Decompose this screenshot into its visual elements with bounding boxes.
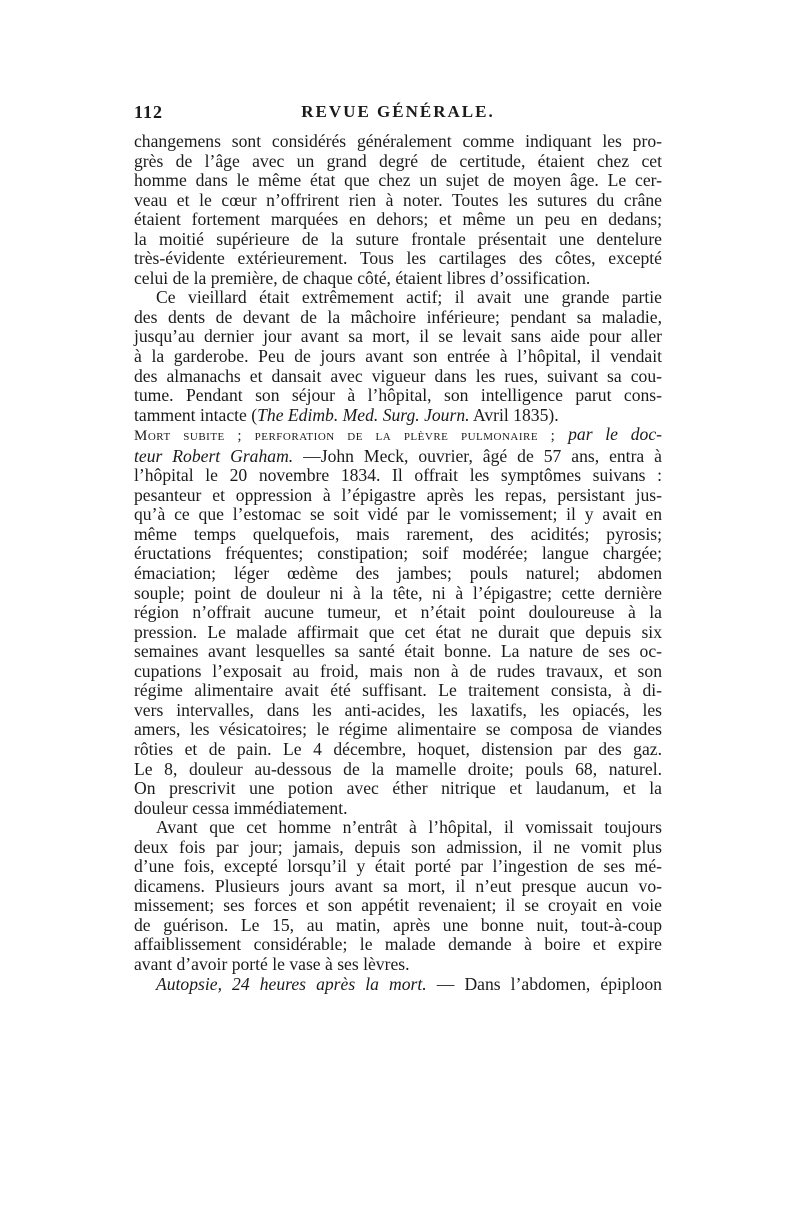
text-line: l’hôpital le 20 novembre 1834. Il offrait les symptômes suivans : [134,465,662,486]
text-line: qu’à ce que l’estomac se soit vidé par le vomissement; il y avait en [134,504,662,525]
text-line: vers intervalles, dans les anti-acides, les laxatifs, les opiacés, les [134,699,662,720]
case-intro: —John Meck, ouvrier, âgé de 57 ans, entra à [293,445,662,466]
running-head: REVUE GÉNÉRALE. [301,102,495,121]
text-line: pression. Le malade affirmait que cet état ne durait que depuis six [134,621,662,642]
section-heading-line [134,425,662,447]
text-line: homme dans le même état que chez un sujet de moyen âge. Le cer- [134,170,662,191]
page-number: 112 [134,102,164,122]
text-line: de guérison. Le 15, au matin, après une bonne nuit, tout-à-coup [134,914,662,935]
author-byline: par le doc- [555,424,662,445]
text-line: émaciation; léger œdème des jambes; pouls naturel; abdomen [134,563,662,584]
text-line: pesanteur et oppression à l’épigastre après les repas, persistant jus- [134,484,662,505]
text-line: éructations fréquentes; constipation; soif modérée; langue chargée; [134,543,662,564]
autopsy-line [134,975,662,995]
text-line: grès de l’âge avec un grand degré de certitude, étaient chez cet [134,150,662,171]
text-line [134,447,662,467]
section-heading: Mort subite ; perforation de la plèvre pulmonaire ; [134,428,556,445]
text-line: tume. Pendant son séjour à l’hôpital, son intelligence parut cons- [134,385,662,406]
text-line: changemens sont considérés généralement comme indiquant les pro- [134,131,662,151]
text-line: la moitié supérieure de la suture frontale présentait une dentelure [134,228,662,249]
text-line: étaient fortement marquées en dehors; et même un peu en dedans; [134,209,662,230]
citation-prefix: tamment intacte ( [134,404,258,425]
autopsy-heading: Autopsie, 24 heures après la mort. [156,973,427,994]
text-line: jusqu’au dernier jour avant sa mort, il se levait sans aide pour aller [134,326,662,347]
text-line: d’une fois, excepté lorsqu’il y était porté par l’ingestion de ses mé- [134,856,662,877]
text-line: des dents de devant de la mâchoire inférieure; pendant sa maladie, [134,306,662,327]
text-line: Le 8, douleur au-dessous de la mamelle droite; pouls 68, naturel. [134,758,662,779]
text-line: deux fois par jour; jamais, depuis son admission, il ne vomit plus [134,836,662,857]
text-line: semaines avant lesquelles sa santé était bonne. La nature de ses oc- [134,641,662,662]
text-line: affaiblissement considérable; le malade demande à boire et expire [134,934,662,955]
text-line: des almanachs et dansait avec vigueur dans les rues, suivant sa cou- [134,365,662,386]
text-line: On prescrivit une potion avec éther nitrique et laudanum, et la [134,778,662,799]
text-line: cupations l’exposait au froid, mais non à de rudes travaux, et son [134,660,662,681]
text-line: à la garderobe. Peu de jours avant son entrée à l’hôpital, il vendait [134,346,662,367]
journal-title: The Edimb. Med. Surg. Journ. [257,404,470,425]
text-line: amers, les vésicatoires; le régime alimentaire se composa de viandes [134,719,662,740]
text-line: région n’offrait aucune tumeur, et n’était point douloureuse à la [134,602,662,623]
text-line: douleur cessa immédiatement. [134,797,348,818]
page-header [134,102,662,126]
text-line: souple; point de douleur ni à la tête, ni à l’épigastre; cette dernière [134,582,662,603]
author-name: teur Robert Graham. [134,445,294,466]
body-text [134,132,662,994]
text-line: régime alimentaire avait été suffisant. Le traitement consista, à di- [134,680,662,701]
text-line: Ce vieillard était extrêmement actif; il avait une grande partie [156,287,662,308]
text-line: avant d’avoir porté le vase à ses lèvres. [134,953,410,974]
citation-line [134,406,662,426]
text-line: Avant que cet homme n’entrât à l’hôpital, il vomissait toujours [156,817,662,838]
text-line: celui de la première, de chaque côté, étaient libres d’ossification. [134,267,591,288]
text-line: veau et le cœur n’offrirent rien à noter. Toutes les sutures du crâne [134,189,662,210]
text-line: dicamens. Plusieurs jours avant sa mort, il n’eut presque aucun vo- [134,875,662,896]
autopsy-text: — Dans l’abdomen, épiploon [426,973,662,994]
citation-date: Avril 1835). [469,404,559,425]
text-line: même temps quelquefois, mais rarement, des acidités; pyrosis; [134,523,662,544]
text-line: rôties et de pain. Le 4 décembre, hoquet, distension par des gaz. [134,738,662,759]
text-line: très-évidente extérieurement. Tous les cartilages des côtes, excepté [134,248,662,269]
text-line: missement; ses forces et son appétit revenaient; il se croyait en voie [134,895,662,916]
